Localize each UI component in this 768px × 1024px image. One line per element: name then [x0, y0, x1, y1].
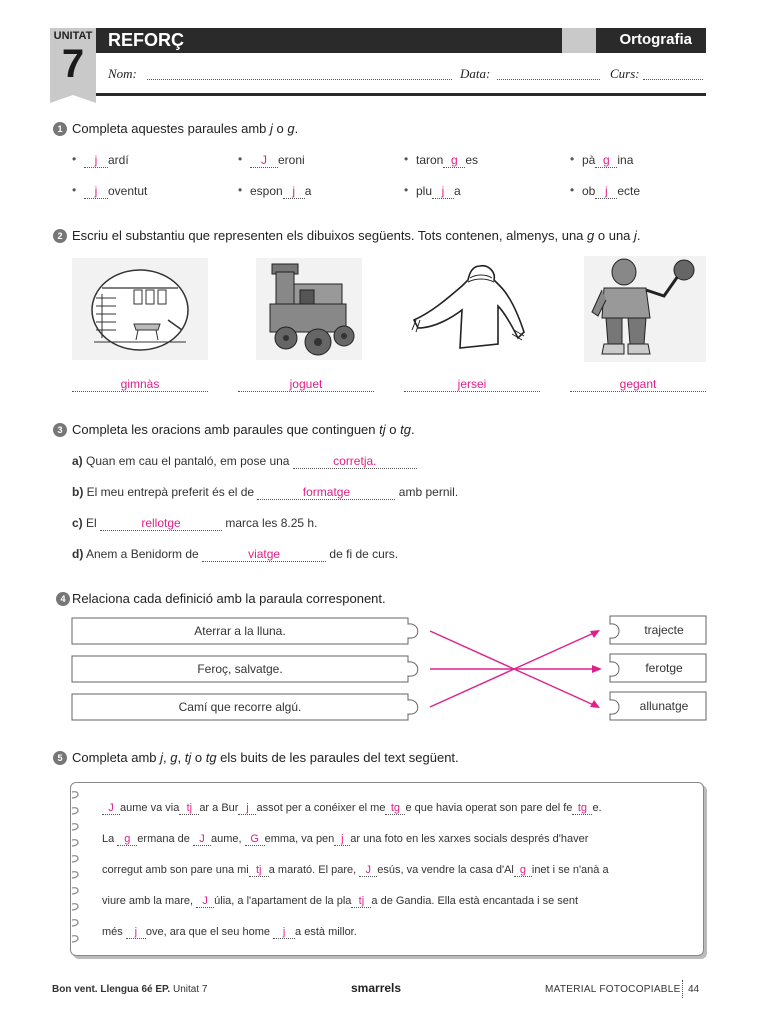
notebook-spiral	[68, 786, 84, 952]
word-item: ob j ecte	[582, 184, 641, 198]
unit-label: UNITAT	[53, 30, 93, 42]
bullet: •	[404, 183, 409, 197]
story-blank[interactable]: J	[359, 864, 377, 877]
brand-logo: smarrels	[351, 981, 402, 995]
story-blank[interactable]: g	[514, 864, 532, 877]
footer-divider	[682, 980, 683, 998]
story-blank[interactable]: J	[193, 833, 211, 846]
definition-2[interactable]: Feroç, salvatge.	[197, 662, 283, 676]
exercise-4-instruction: Relaciona cada definició amb la paraula corresponent.	[72, 591, 386, 606]
story-blank[interactable]: tj	[351, 895, 371, 908]
word-item: espon j a	[250, 184, 312, 198]
class-label: Curs:	[610, 66, 640, 81]
exercise-3-number: 3	[53, 423, 67, 437]
picture-answer-3[interactable]: jersei	[404, 377, 540, 392]
word-blank[interactable]: j	[595, 184, 617, 199]
exercise-3-instruction: Completa les oracions amb paraules que continguen tj o tg.	[72, 422, 415, 437]
unit-number: 7	[61, 42, 85, 86]
picture-answer-4[interactable]: gegant	[570, 377, 706, 392]
story-blank[interactable]: tg	[385, 802, 405, 815]
header-rule	[96, 93, 706, 96]
title-bar-gap	[562, 28, 596, 53]
sentence-a: a) Quan em cau el pantaló, em pose una corretja.	[72, 454, 417, 469]
page-number: 44	[688, 984, 700, 995]
subject-label: Ortografia	[619, 31, 692, 48]
story-blank[interactable]: tj	[179, 802, 199, 815]
word-item: j ardí	[84, 153, 129, 168]
story-blank[interactable]: tg	[572, 802, 592, 815]
match-word-1[interactable]: trajecte	[644, 623, 684, 637]
toy-train-illustration	[256, 258, 362, 360]
sentence-d: d) Anem a Benidorm de viatge de fi de curs.	[72, 547, 399, 561]
bullet: •	[238, 152, 243, 166]
bullet: •	[72, 152, 77, 166]
word-blank[interactable]: j	[84, 153, 108, 168]
definition-1[interactable]: Aterrar a la lluna.	[194, 624, 286, 638]
story-blank[interactable]: j	[273, 926, 295, 939]
exercise-2-instruction: Escriu el substantiu que representen els dibuixos següents. Tots contenen, almenys, una g o una j.	[72, 228, 641, 243]
story-blank[interactable]: J	[196, 895, 214, 908]
story-blank[interactable]: J	[102, 802, 120, 815]
gym-illustration	[72, 258, 208, 360]
sentence-blank[interactable]: viatge	[202, 547, 326, 562]
date-label: Data:	[460, 66, 491, 81]
word-blank[interactable]: j	[432, 184, 454, 199]
exercise-5-number: 5	[53, 751, 67, 765]
story-line-1: J aume va via tj ar a Bur j assot per a conéixer el me tg e que havia operat son pare del fe tg e.	[102, 802, 602, 815]
exercise-4-number: 4	[56, 592, 70, 606]
word-item: plu j a	[416, 184, 461, 198]
exercise-2-number: 2	[53, 229, 67, 243]
match-word-3[interactable]: allunatge	[639, 699, 689, 713]
title-bar	[96, 28, 562, 53]
bullet: •	[238, 183, 243, 197]
name-field[interactable]	[147, 79, 452, 80]
word-blank[interactable]: j	[283, 184, 305, 199]
class-field[interactable]	[643, 79, 703, 80]
sweater-illustration	[408, 258, 532, 360]
definition-3[interactable]: Camí que recorre algú.	[178, 700, 302, 714]
word-item: J eroni	[250, 153, 305, 168]
exercise-5-instruction: Completa amb j, g, tj o tg els buits de les paraules del text següent.	[72, 750, 459, 765]
page-title: REFORÇ	[108, 30, 184, 50]
exercise-1-instruction: Completa aquestes paraules amb j o g.	[72, 121, 299, 136]
giant-illustration	[584, 256, 706, 362]
word-item: j oventut	[84, 184, 147, 199]
word-item: pà g ina	[582, 153, 634, 167]
story-blank[interactable]: tj	[249, 864, 269, 877]
story-blank[interactable]: j	[334, 833, 350, 846]
sentence-blank[interactable]: formatge	[257, 485, 395, 500]
story-blank[interactable]: j	[238, 802, 256, 815]
bullet: •	[570, 183, 575, 197]
picture-answer-1[interactable]: gimnàs	[72, 377, 208, 392]
story-line-4: viure amb la mare, J úlia, a l'apartament de la pla tj a de Gandia. Ella està encantada i se sent	[102, 895, 579, 907]
word-blank[interactable]: g	[443, 153, 465, 168]
match-word-2[interactable]: ferotge	[645, 661, 683, 675]
story-line-2: La g ermana de J aume, G emma, va pen j ar una foto en les xarxes socials després d'haver	[102, 833, 589, 845]
picture-answer-2[interactable]: joguet	[238, 377, 374, 392]
subject-bar	[596, 28, 706, 53]
sentence-blank[interactable]: rellotge	[100, 516, 222, 531]
date-field[interactable]	[497, 79, 600, 80]
story-blank[interactable]: g	[117, 833, 137, 846]
sentence-c: c) El rellotge marca les 8.25 h.	[72, 516, 318, 530]
unit-tab	[50, 28, 96, 102]
footer-material: MATERIAL FOTOCOPIABLE	[545, 984, 681, 995]
story-line-3: corregut amb son pare una mi tj a marató. El pare, J esús, va vendre la casa d'Al g inet i se n'anà a	[102, 864, 609, 876]
word-blank[interactable]: j	[84, 184, 108, 199]
word-item: taron g es	[416, 153, 479, 167]
word-blank[interactable]: J	[250, 153, 278, 168]
name-label: Nom:	[108, 66, 137, 81]
story-line-5: més j ove, ara que el seu home j a està millor.	[102, 926, 357, 938]
exercise-1-number: 1	[53, 122, 67, 136]
bullet: •	[570, 152, 575, 166]
story-blank[interactable]: j	[126, 926, 146, 939]
bullet: •	[72, 183, 77, 197]
sentence-blank[interactable]: corretja.	[293, 454, 417, 469]
word-blank[interactable]: g	[595, 153, 617, 168]
footer-book: Bon vent. Llengua 6é EP. Unitat 7	[52, 984, 208, 995]
unit-tab-notch	[50, 95, 96, 103]
story-blank[interactable]: G	[245, 833, 265, 846]
bullet: •	[404, 152, 409, 166]
sentence-b: b) El meu entrepà preferit és el de formatge amb pernil.	[72, 485, 459, 499]
